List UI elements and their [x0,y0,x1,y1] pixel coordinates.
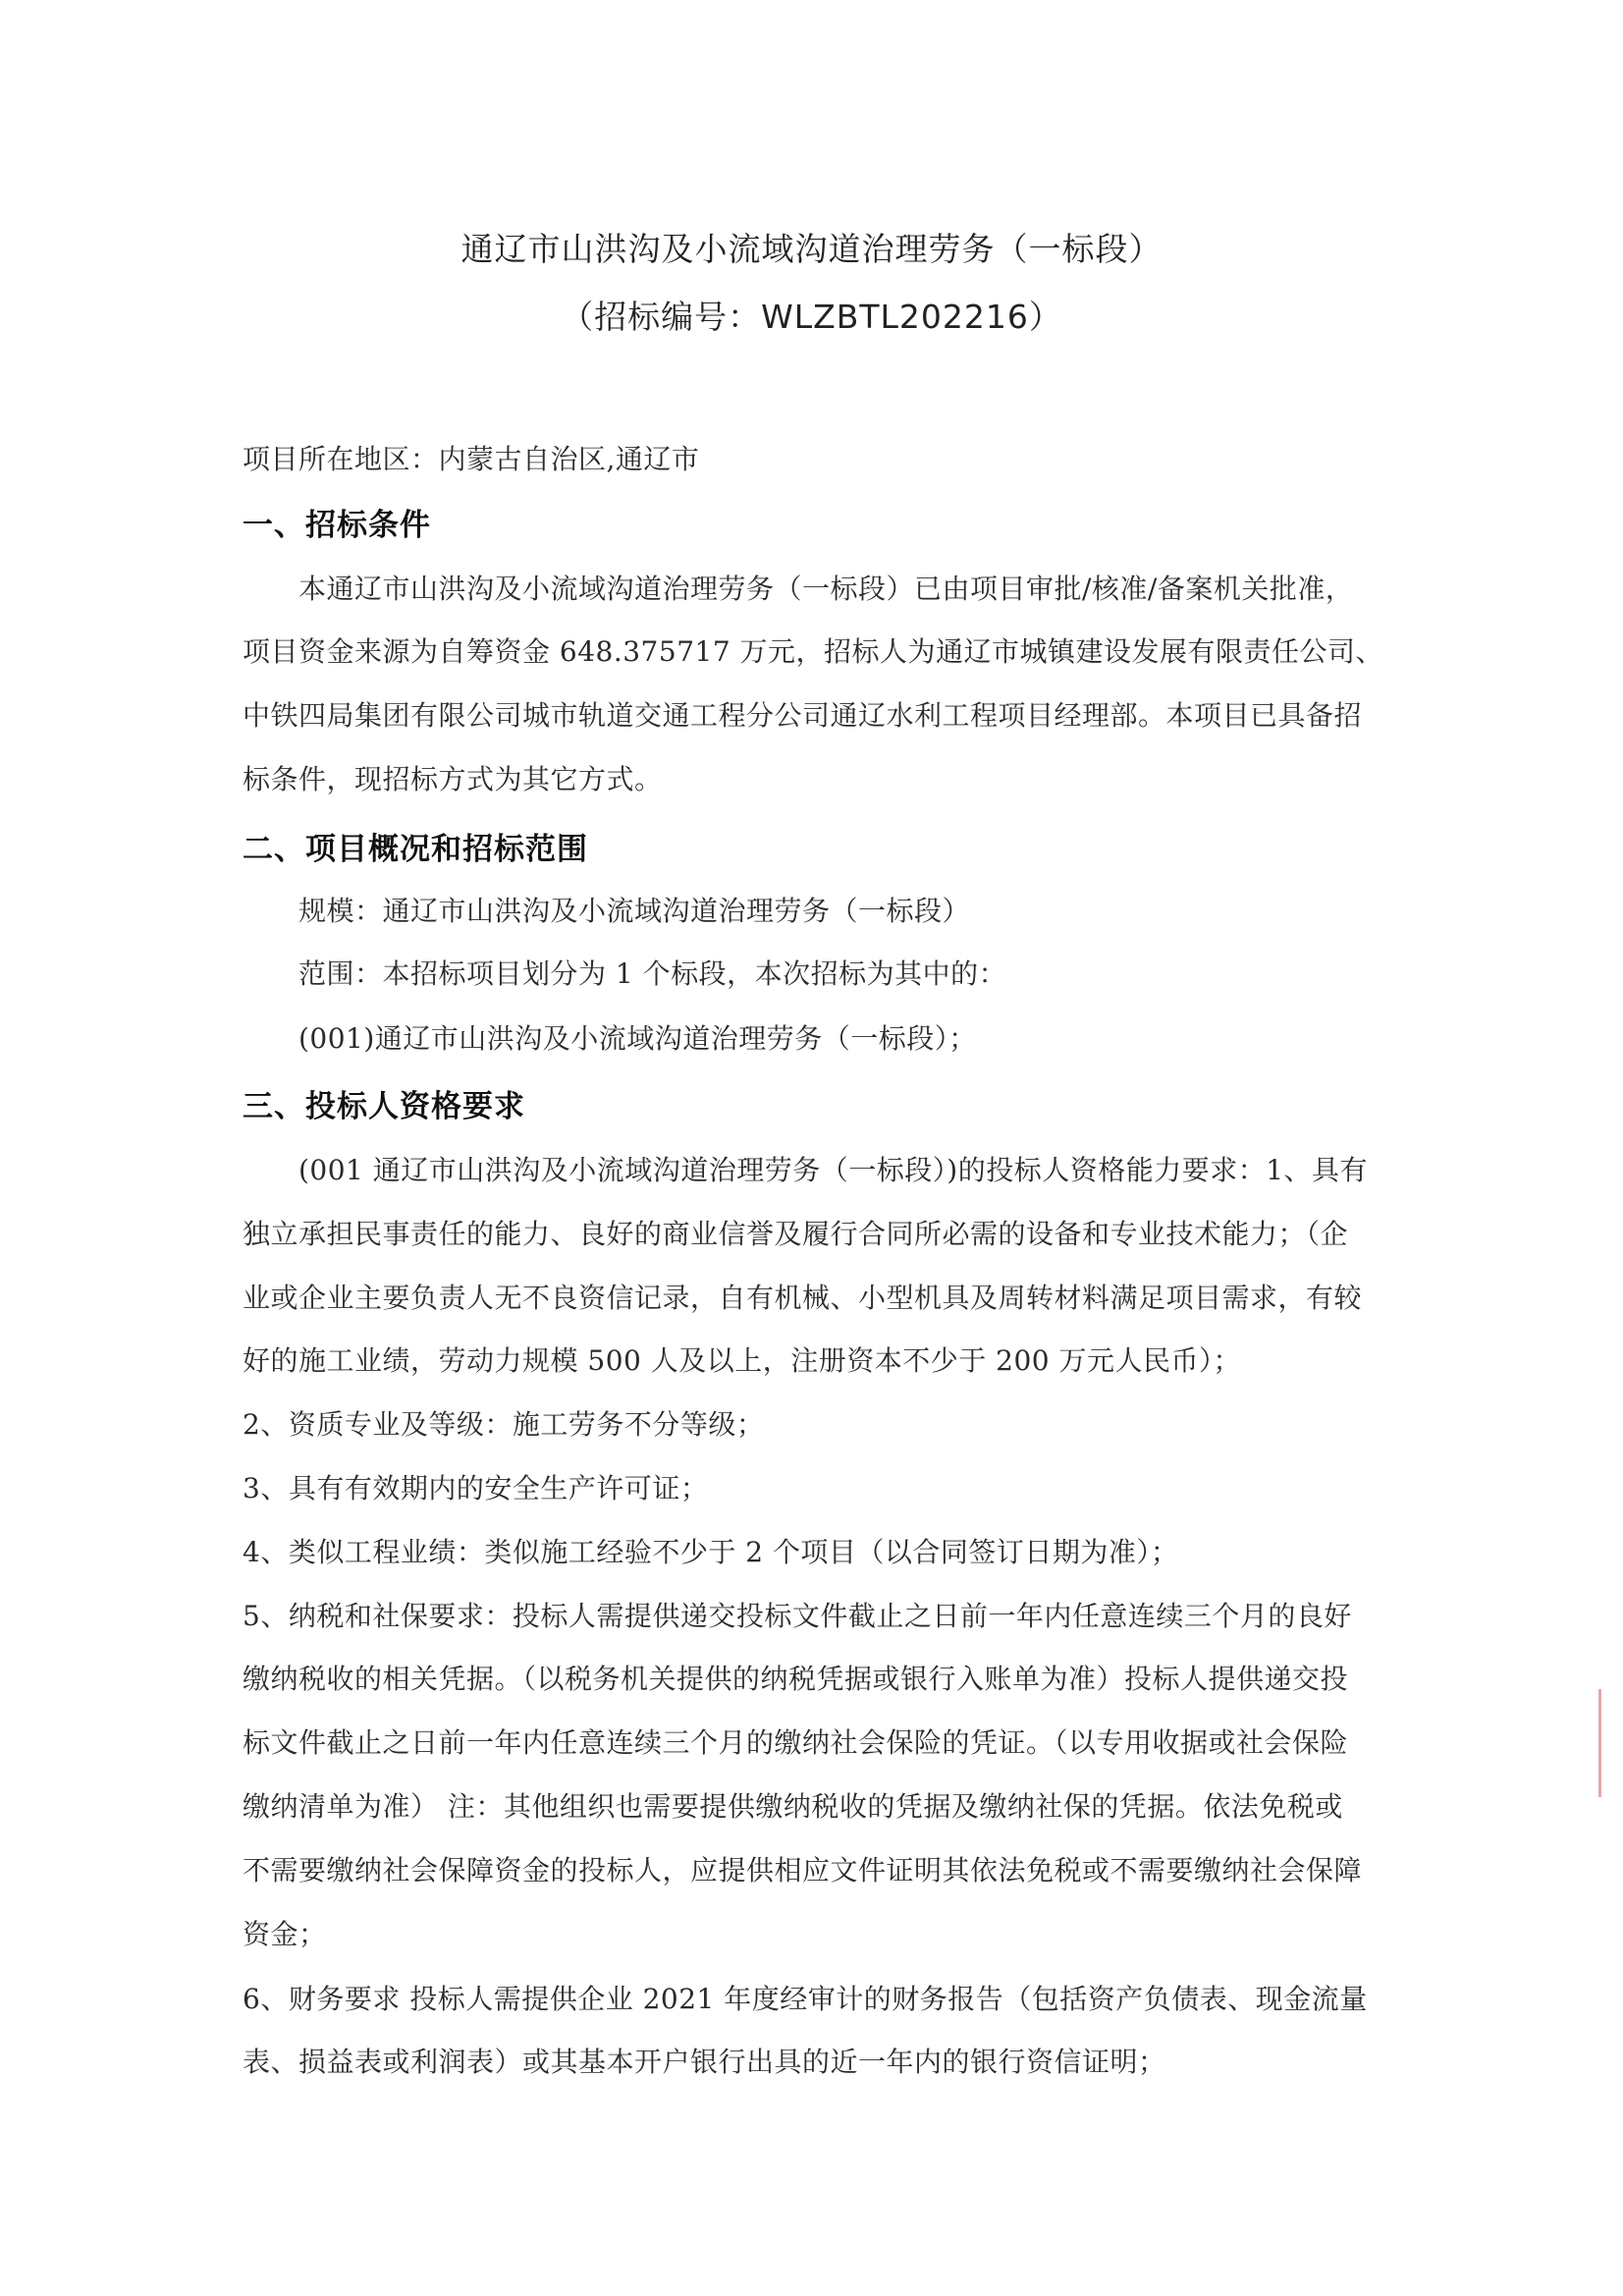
document-title: 通辽市山洪沟及小流域沟道治理劳务（一标段） [460,230,1163,268]
paragraph-line: 5、纳税和社保要求：投标人需提供递交投标文件截止之日前一年内任意连续三个月的良好 [243,1600,1352,1632]
paragraph-line: 标文件截止之日前一年内任意连续三个月的缴纳社会保险的凭证。（以专用收据或社会保险 [243,1726,1349,1759]
paragraph-line: 缴纳税收的相关凭据。（以税务机关提供的纳税凭据或银行入账单为准）投标人提供递交投 [243,1663,1349,1695]
paragraph-line: 本通辽市山洪沟及小流域沟道治理劳务（一标段）已由项目审批/核准/备案机关批准， [298,573,1354,605]
paragraph-line: 独立承担民事责任的能力、良好的商业信誉及履行合同所必需的设备和专业技术能力；（企 [243,1218,1349,1250]
paragraph-line: 范围：本招标项目划分为 1 个标段，本次招标为其中的： [298,957,1007,990]
paragraph-line: (001 通辽市山洪沟及小流域沟道治理劳务（一标段）)的投标人资格能力要求：1、具有 [298,1154,1369,1186]
section-heading-3: 三、投标人资格要求 [243,1089,525,1124]
paragraph-line: 3、具有有效期内的安全生产许可证； [243,1472,709,1504]
paragraph-line: 6、财务要求 投标人需提供企业 2021 年度经审计的财务报告（包括资产负债表、现金流量 [243,1983,1368,2015]
paragraph-line: 不需要缴纳社会保障资金的投标人，应提供相应文件证明其依法免税或不需要缴纳社会保障 [243,1854,1363,1886]
paragraph-line: 4、类似工程业绩：类似施工经验不少于 2 个项目（以合同签订日期为准）； [243,1536,1179,1568]
paragraph-line: (001)通辽市山洪沟及小流域沟道治理劳务（一标段）； [298,1022,977,1055]
paragraph-line: 好的施工业绩，劳动力规模 500 人及以上，注册资本不少于 200 万元人民币）； [243,1344,1241,1377]
section-heading-2: 二、项目概况和招标范围 [243,832,588,867]
paragraph-line: 资金； [243,1918,327,1950]
scan-edge-mark [1598,1689,1601,1797]
section-heading-1: 一、招标条件 [243,508,431,543]
paragraph-line: 中铁四局集团有限公司城市轨道交通工程分公司通辽水利工程项目经理部。本项目已具备招 [243,699,1363,732]
paragraph-line: 规模：通辽市山洪沟及小流域沟道治理劳务（一标段） [298,895,971,927]
paragraph-line: 业或企业主要负责人无不良资信记录，自有机械、小型机具及周转材料满足项目需求，有较 [243,1282,1363,1314]
paragraph-line: 项目资金来源为自筹资金 648.375717 万元，招标人为通辽市城镇建设发展有限责任公司、 [243,635,1384,668]
paragraph-line: 2、资质专业及等级：施工劳务不分等级； [243,1408,765,1441]
paragraph-line: 缴纳清单为准） 注：其他组织也需要提供缴纳税收的凭据及缴纳社保的凭据。依法免税或 [243,1790,1343,1823]
project-location: 项目所在地区：内蒙古自治区,通辽市 [243,443,700,475]
tender-number: （招标编号：WLZBTL202216） [561,298,1062,336]
paragraph-line: 标条件，现招标方式为其它方式。 [243,763,663,795]
paragraph-line: 表、损益表或利润表）或其基本开户银行出具的近一年内的银行资信证明； [243,2046,1166,2078]
